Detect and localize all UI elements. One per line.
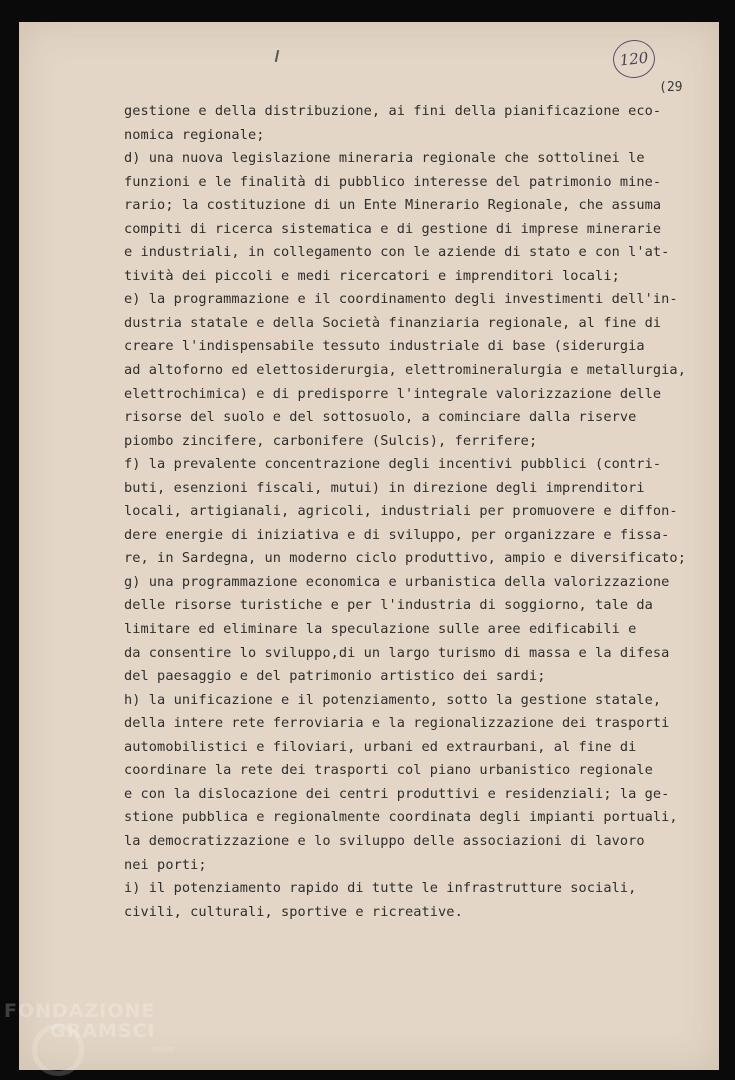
text-line: stione pubblica e regionalmente coordinata degli impianti portuali, bbox=[124, 809, 678, 826]
text-line: e con la dislocazione dei centri produttivi e residenziali; la ge- bbox=[124, 785, 670, 802]
logo-ring-icon bbox=[32, 1024, 84, 1076]
document-page bbox=[19, 22, 719, 1070]
text-line: ad altoforno ed elettosiderurgia, elettromineralurgia e metallurgia, bbox=[124, 362, 686, 379]
page-number: (29 bbox=[659, 80, 683, 95]
text-line: buti, esenzioni fiscali, mutui) in direzione degli imprenditori bbox=[124, 479, 645, 496]
text-line: tività dei piccoli e medi ricercatori e imprenditori locali; bbox=[124, 267, 620, 284]
text-line: dustria statale e della Società finanziaria regionale, al fine di bbox=[124, 314, 662, 331]
text-line: piombo zincifere, carbonifere (Sulcis), ferrifere; bbox=[124, 432, 538, 449]
watermark-suffix: onlus bbox=[152, 1044, 174, 1053]
text-line: e industriali, in collegamento con le aziende di stato e con l'at- bbox=[124, 244, 670, 261]
text-line: gestione e della distribuzione, ai fini della pianificazione eco- bbox=[124, 103, 662, 119]
pencil-mark bbox=[275, 50, 279, 62]
text-line: civili, culturali, sportive e ricreative. bbox=[124, 903, 463, 920]
text-line: e) la programmazione e il coordinamento degli investimenti dell'in- bbox=[124, 291, 678, 308]
text-line: rario; la costituzione di un Ente Minerario Regionale, che assuma bbox=[124, 197, 662, 214]
stamp-number: 120 bbox=[618, 48, 650, 70]
text-line: compiti di ricerca sistematica e di gestione di imprese minerarie bbox=[124, 220, 662, 237]
watermark-line1: FONDAZIONE bbox=[4, 1000, 156, 1022]
fondazione-gramsci-watermark bbox=[4, 1000, 174, 1053]
text-line: automobilistici e filoviari, urbani ed extraurbani, al fine di bbox=[124, 738, 637, 755]
text-line: i) il potenziamento rapido di tutte le infrastrutture sociali, bbox=[124, 880, 637, 897]
text-line: nei porti; bbox=[124, 856, 207, 873]
watermark-line2: GRAMSCI bbox=[50, 1020, 156, 1042]
text-line: coordinare la rete dei trasporti col piano urbanistico regionale bbox=[124, 762, 653, 779]
text-line: elettrochimica) e di predisporre l'integrale valorizzazione delle bbox=[124, 385, 662, 402]
text-line: nomica regionale; bbox=[124, 126, 265, 143]
typed-body-text bbox=[124, 100, 704, 924]
text-line: del paesaggio e del patrimonio artistico dei sardi; bbox=[124, 668, 546, 685]
text-line: creare l'indispensabile tessuto industriale di base (siderurgia bbox=[124, 338, 645, 355]
text-line: la democratizzazione e lo sviluppo delle associazioni di lavoro bbox=[124, 832, 645, 849]
text-line: dere energie di iniziativa e di sviluppo, per organizzare e fissa- bbox=[124, 526, 670, 543]
text-line: h) la unificazione e il potenziamento, sotto la gestione statale, bbox=[124, 691, 662, 708]
text-line: locali, artigianali, agricoli, industriali per promuovere e diffon- bbox=[124, 503, 678, 520]
text-line: re, in Sardegna, un moderno ciclo produttivo, ampio e diversificato; bbox=[124, 550, 686, 567]
text-line: risorse del suolo e del sottosuolo, a cominciare dalla riserve bbox=[124, 409, 637, 426]
text-line: f) la prevalente concentrazione degli incentivi pubblici (contri- bbox=[124, 456, 662, 473]
text-line: da consentire lo sviluppo,di un largo turismo di massa e la difesa bbox=[124, 644, 670, 661]
text-line: funzioni e le finalità di pubblico interesse del patrimonio mine- bbox=[124, 173, 662, 190]
text-line: d) una nuova legislazione mineraria regionale che sottolinei le bbox=[124, 150, 645, 167]
archive-stamp bbox=[611, 38, 657, 80]
text-line: g) una programmazione economica e urbanistica della valorizzazione bbox=[124, 573, 670, 590]
text-line: delle risorse turistiche e per l'industria di soggiorno, tale da bbox=[124, 597, 653, 614]
text-line: della intere rete ferroviaria e la regionalizzazione dei trasporti bbox=[124, 715, 670, 732]
text-line: limitare ed eliminare la speculazione sulle aree edificabili e bbox=[124, 621, 637, 638]
